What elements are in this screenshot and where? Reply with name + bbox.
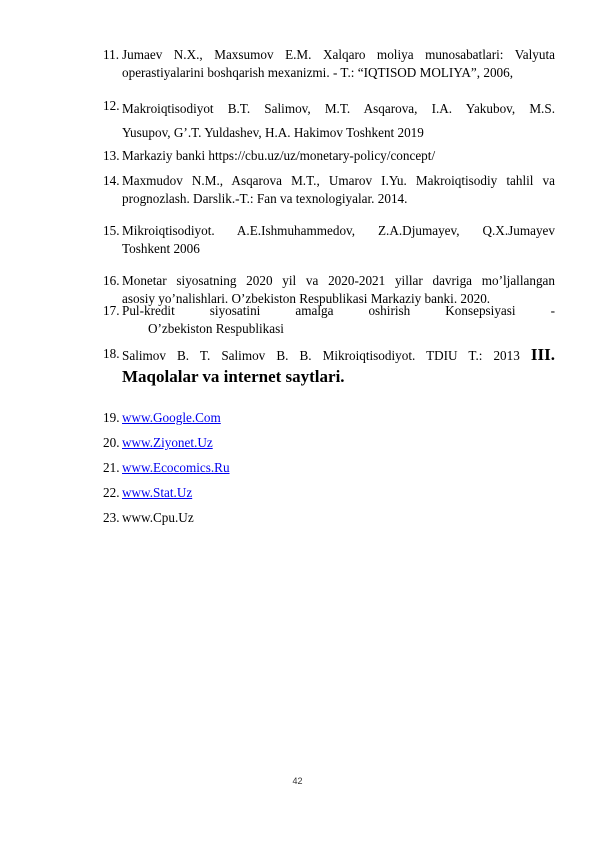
reference-item [103,172,555,208]
reference-number: 18. [103,346,120,361]
website-link[interactable]: www.Ecocomics.Ru [122,460,230,475]
reference-number: 23. [103,510,120,525]
reference-text: Makroiqtisodiyot B.T. Salimov, M.T. Asqarova, I.A. Yakubov, M.S. [122,101,555,116]
reference-item-link [103,484,555,502]
reference-number: 21. [103,460,120,475]
reference-number: 22. [103,485,120,500]
reference-item-link [103,434,555,452]
reference-item-18 [103,345,555,388]
page-number: 42 [292,776,303,786]
reference-number: 13. [103,148,120,163]
reference-number: 15. [103,223,120,238]
reference-number: 20. [103,435,120,450]
reference-text: Pul-kredit siyosatini amalga oshirish Konsepsiyasi - [122,303,555,318]
reference-item [103,97,555,145]
reference-number: 17. [103,303,120,318]
reference-item [103,222,555,258]
reference-text: Markaziy banki https://cbu.uz/uz/monetary-policy/concept/ [122,148,436,163]
reference-text: Maxmudov N.M., Asqarova M.T., Umarov I.Yu. Makroiqtisodiy tahlil va [122,173,555,188]
reference-text: Toshkent 2006 [122,241,200,256]
reference-text: Yusupov, G’.T. Yuldashev, H.A. Hakimov Toshkent 2019 [122,125,424,140]
reference-item [103,46,555,82]
reference-item-17 [103,302,555,338]
reference-text: prognozlash. Darslik.-T.: Fan va texnologiyalar. 2014. [122,191,408,206]
website-link[interactable]: www.Stat.Uz [122,485,193,500]
reference-number: 12. [103,98,120,113]
section-heading: Maqolalar va internet saytlari. [122,367,345,386]
reference-text: Jumaev N.X., Maxsumov E.M. Xalqaro moliya munosabatlari: Valyuta [122,47,555,62]
section-heading-number: III. [530,345,555,364]
reference-text: O’zbekiston Respublikasi [148,321,284,336]
reference-number: 16. [103,273,120,288]
reference-text: Mikroiqtisodiyot. A.E.Ishmuhammedov, Z.A.Djumayev, Q.X.Jumayev [122,223,555,238]
website-link[interactable]: www.Ziyonet.Uz [122,435,213,450]
reference-text: asosiy yo’nalishlari. O’zbekiston Respublikasi Markaziy banki. 2020. [122,291,491,306]
reference-item-link [103,409,555,427]
website-link[interactable]: www.Google.Com [122,410,221,425]
reference-item-link [103,509,555,527]
reference-item-link [103,459,555,477]
website-text: www.Cpu.Uz [122,510,194,525]
reference-text: Salimov B. T. Salimov B. B. Mikroiqtisodiyot. TDIU T.: 2013 [122,348,520,363]
reference-text: operastiyalarini boshqarish mexanizmi. - T.: “IQTISOD MOLIYA”, 2006, [122,65,514,80]
reference-item [103,147,555,165]
reference-number: 19. [103,410,120,425]
reference-number: 11. [103,47,119,62]
reference-number: 14. [103,173,120,188]
reference-text: Monetar siyosatning 2020 yil va 2020-2021 yillar davriga mo’ljallangan [122,273,555,288]
